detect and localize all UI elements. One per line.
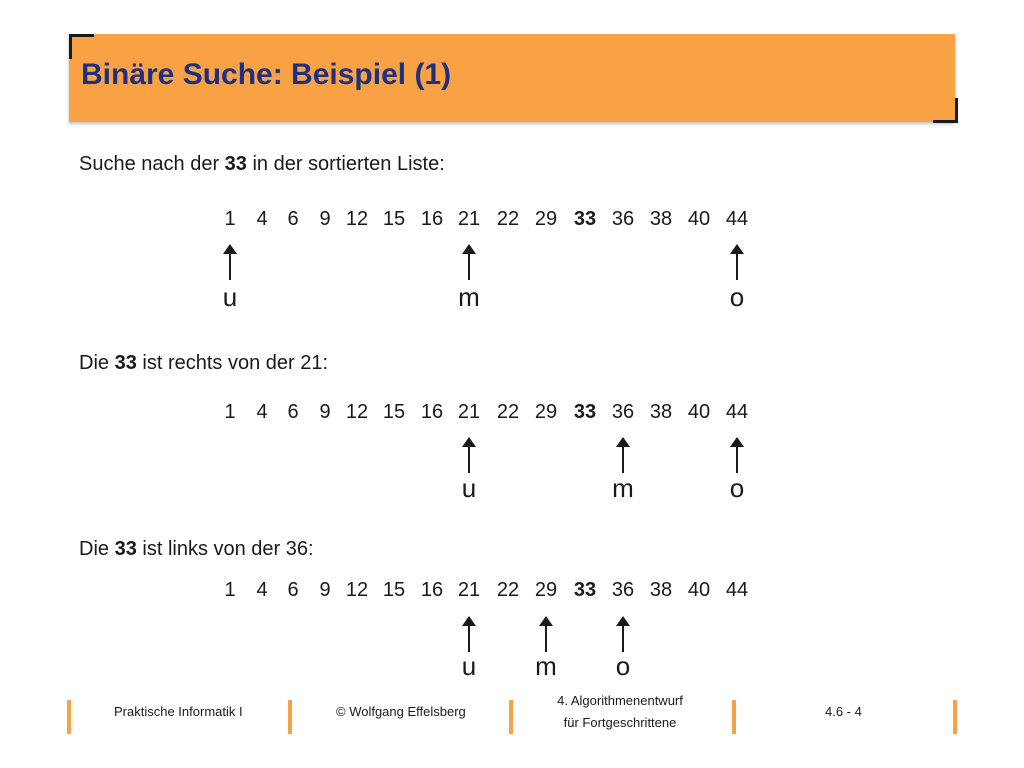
footer-page: 4.6 - 4 [825,704,862,719]
list-number: 36 [611,208,635,230]
list-number: 44 [725,579,749,601]
step2-intro-after: ist rechts von der 21: [136,352,329,374]
step2-number-row [0,401,1024,427]
pointer-arrow-o [730,244,744,280]
step1-intro-bold: 33 [224,153,247,175]
list-number: 4 [256,208,268,230]
list-number: 4 [256,401,268,423]
footer-separator [288,700,292,734]
step2-intro [79,352,328,375]
list-number: 44 [725,401,749,423]
corner-mark-bottom-right [933,98,958,123]
list-number: 15 [382,401,406,423]
step3-number-row [0,579,1024,605]
step1-intro-after: in der sortierten Liste: [246,153,445,175]
pointer-arrow-o [730,437,744,473]
pointer-arrow-m [539,616,553,652]
pointer-arrow-u [462,616,476,652]
list-number: 12 [345,579,369,601]
list-number: 21 [457,401,481,423]
pointer-arrow-m [462,244,476,280]
list-number: 33 [573,208,597,230]
step2-intro-bold: 33 [114,352,137,374]
list-number: 21 [457,579,481,601]
footer-separator [732,700,736,734]
list-number: 15 [382,579,406,601]
list-number: 22 [496,401,520,423]
step3-intro-before: Die [79,538,115,560]
list-number: 40 [687,579,711,601]
pointer-label-o: o [729,473,745,503]
list-number: 16 [420,208,444,230]
list-number: 40 [687,208,711,230]
list-number: 36 [611,401,635,423]
list-number: 33 [573,579,597,601]
title-bar [69,34,955,122]
pointer-label-o: o [615,651,631,681]
list-number: 12 [345,208,369,230]
list-number: 1 [224,208,236,230]
pointer-label-o: o [729,282,745,312]
step1-intro-before: Suche nach der [79,153,225,175]
step3-intro-bold: 33 [114,538,137,560]
list-number: 29 [534,579,558,601]
list-number: 38 [649,401,673,423]
footer [0,684,1024,744]
footer-author: © Wolfgang Effelsberg [336,704,466,719]
list-number: 6 [287,579,299,601]
pointer-label-m: m [612,473,634,503]
list-number: 21 [457,208,481,230]
list-number: 1 [224,401,236,423]
step3-intro [79,538,314,561]
list-number: 6 [287,401,299,423]
list-number: 33 [573,401,597,423]
list-number: 38 [649,579,673,601]
corner-mark-top-left [69,34,94,59]
pointer-label-m: m [535,651,557,681]
list-number: 22 [496,208,520,230]
footer-chapter-line2: für Fortgeschrittene [563,715,677,730]
footer-separator [953,700,957,734]
pointer-label-u: u [461,473,477,503]
list-number: 12 [345,401,369,423]
footer-separator [509,700,513,734]
list-number: 22 [496,579,520,601]
step2-intro-before: Die [79,352,115,374]
list-number: 6 [287,208,299,230]
pointer-arrow-u [223,244,237,280]
pointer-label-m: m [458,282,480,312]
pointer-arrow-u [462,437,476,473]
pointer-arrow-o [616,616,630,652]
list-number: 44 [725,208,749,230]
footer-chapter-line1: 4. Algorithmenentwurf [557,693,683,708]
list-number: 29 [534,401,558,423]
list-number: 9 [319,208,331,230]
pointer-label-u: u [461,651,477,681]
list-number: 16 [420,401,444,423]
step1-number-row [0,208,1024,234]
list-number: 9 [319,579,331,601]
footer-separator [67,700,71,734]
list-number: 15 [382,208,406,230]
pointer-label-u: u [222,282,238,312]
list-number: 40 [687,401,711,423]
list-number: 1 [224,579,236,601]
list-number: 29 [534,208,558,230]
step3-intro-after: ist links von der 36: [136,538,314,560]
slide-title: Binäre Suche: Beispiel (1) [81,58,452,91]
footer-course: Praktische Informatik I [114,704,243,719]
list-number: 9 [319,401,331,423]
list-number: 38 [649,208,673,230]
pointer-arrow-m [616,437,630,473]
list-number: 16 [420,579,444,601]
step1-intro [79,153,445,176]
list-number: 4 [256,579,268,601]
list-number: 36 [611,579,635,601]
